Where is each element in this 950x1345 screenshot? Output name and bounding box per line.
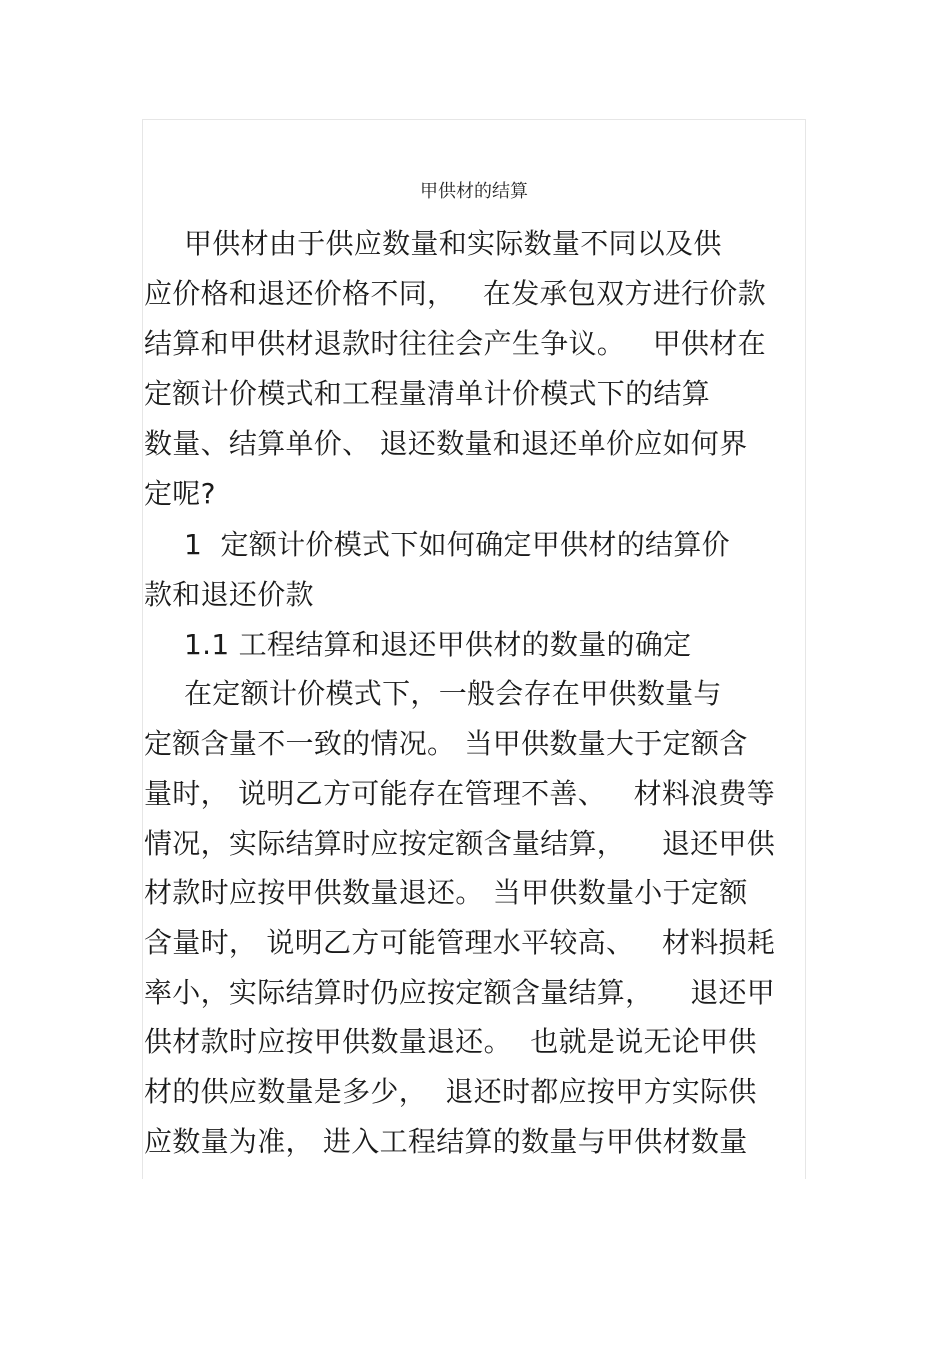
subsection-heading: 1.1 工程结算和退还甲供材的数量的确定: [184, 628, 692, 661]
body-line: 材款时应按甲供数量退还。 当甲供数量小于定额: [144, 876, 748, 909]
body-line: 量时， 说明乙方可能存在管理不善、 材料浪费等: [144, 777, 776, 810]
document-title: 甲供材的结算: [420, 181, 528, 202]
body-line: 率小，实际结算时仍应按定额含量结算， 退还甲: [144, 976, 776, 1009]
body-line: 供材款时应按甲供数量退还。 也就是说无论甲供: [144, 1025, 757, 1058]
body-line: 结算和甲供材退款时往往会产生争议。 甲供材在: [144, 327, 766, 360]
body-line: 应价格和退还价格不同， 在发承包双方进行价款: [144, 277, 766, 310]
body-line: 数量、结算单价、 退还数量和退还单价应如何界: [144, 427, 748, 460]
body-line: 应数量为准， 进入工程结算的数量与甲供材数量: [144, 1125, 748, 1158]
body-line: 含量时， 说明乙方可能管理水平较高、 材料损耗: [144, 926, 776, 959]
section-heading-line: 1 定额计价模式下如何确定甲供材的结算价: [184, 528, 730, 561]
body-line: 定呢?: [144, 477, 216, 510]
body-line: 在定额计价模式下，一般会存在甲供数量与: [184, 677, 722, 710]
body-line: 定额计价模式和工程量清单计价模式下的结算: [144, 377, 711, 410]
body-line: 甲供材由于供应数量和实际数量不同以及供: [184, 227, 722, 260]
section-heading-line: 款和退还价款: [144, 578, 314, 611]
body-line: 情况，实际结算时应按定额含量结算， 退还甲供: [144, 827, 776, 860]
body-line: 定额含量不一致的情况。 当甲供数量大于定额含: [144, 727, 748, 760]
body-line: 材的供应数量是多少， 退还时都应按甲方实际供: [144, 1075, 757, 1108]
